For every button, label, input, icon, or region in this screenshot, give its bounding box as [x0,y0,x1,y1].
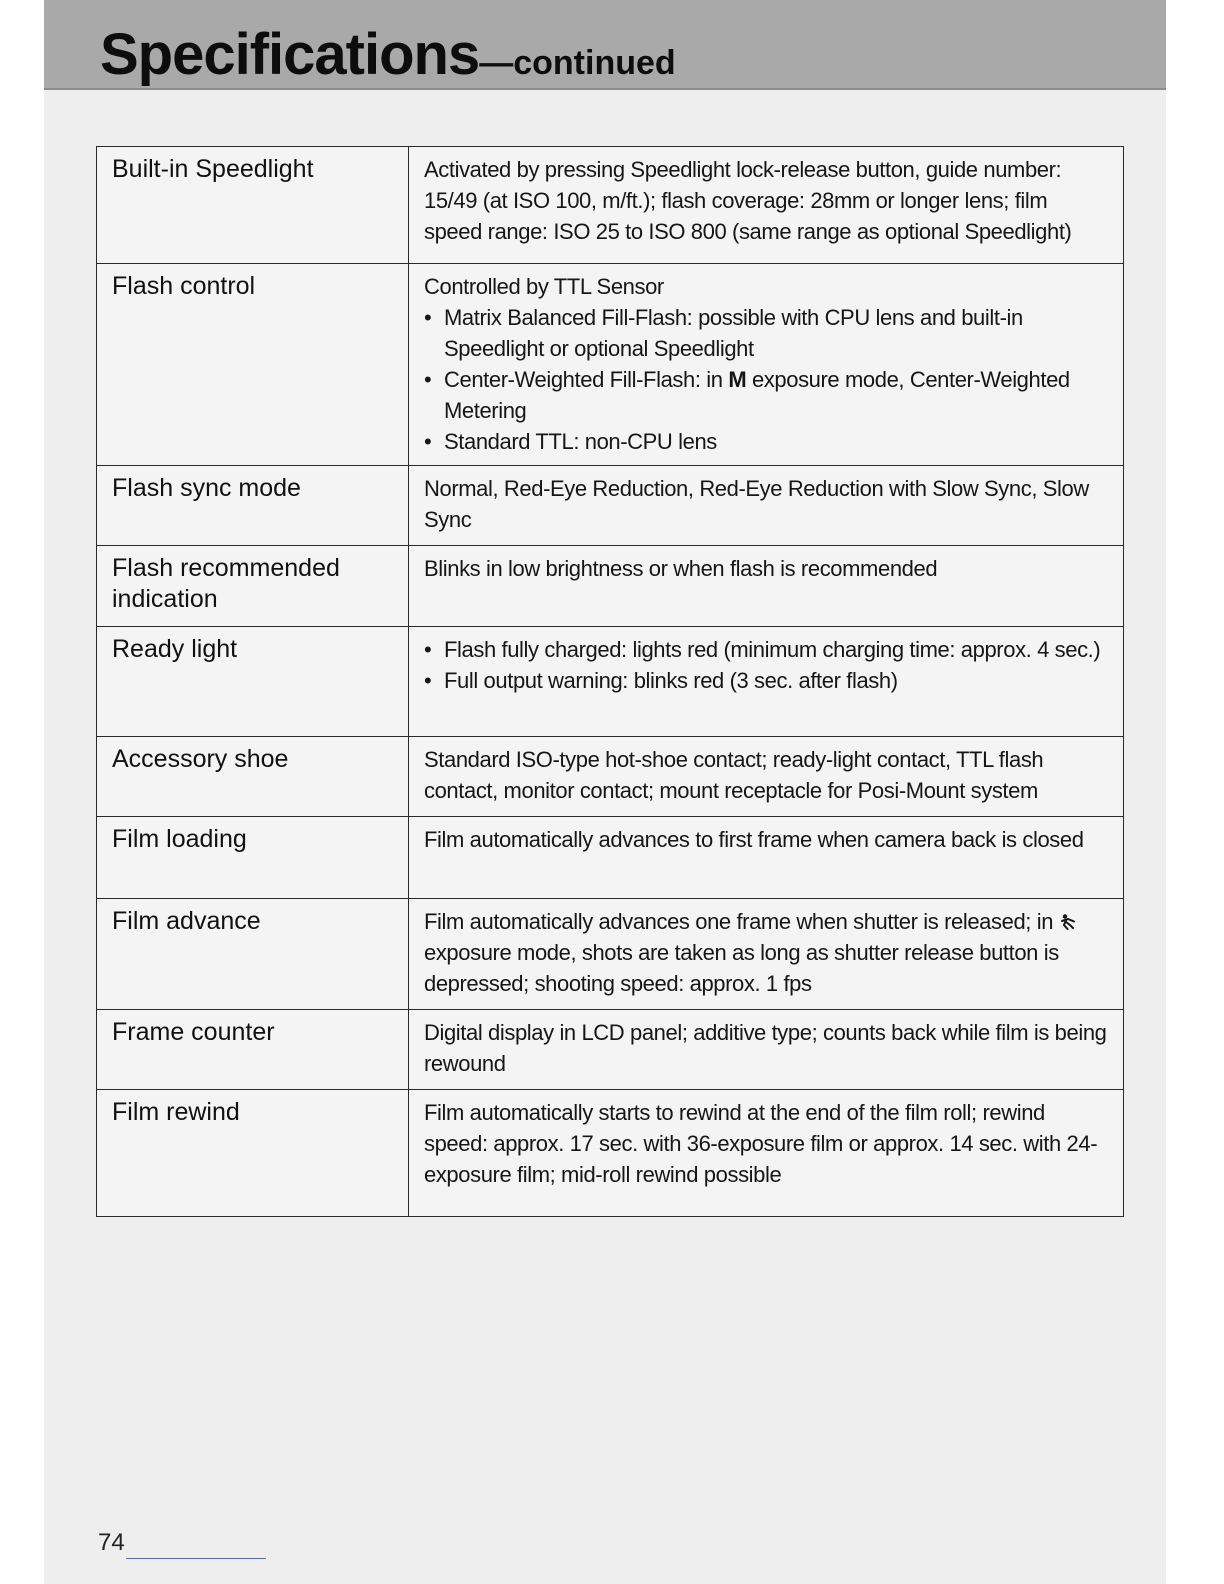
spec-label: Film loading [97,817,409,899]
spec-label: Flash control [97,264,409,466]
spec-text-end: exposure mode, shots are taken as long as shutter release button is depressed; shooting speed: approx. 1 fps [424,940,1059,996]
table-row [97,899,1124,1010]
page-header-band [44,0,1166,90]
bullet-item: • Flash fully charged: lights red (minimum charging time: approx. 4 sec.) [424,634,1109,665]
spec-value: Blinks in low brightness or when flash is recommended [409,546,1124,627]
child-running-mode-icon [1059,913,1077,931]
table-row [97,737,1124,817]
bullet-item: • Standard TTL: non-CPU lens [424,426,1109,457]
table-row [97,817,1124,899]
bullet-text-end: exposure mode, Center-Weighted Metering [444,367,1070,423]
page-title-main: Specifications [100,22,480,87]
spec-label: Ready light [97,627,409,737]
bullet-item: • Full output warning: blinks red (3 sec. after flash) [424,665,1109,696]
spec-label: Flash sync mode [97,466,409,546]
manual-page [44,0,1166,1584]
spec-value-intro: Controlled by TTL Sensor [424,274,664,299]
spec-label: Accessory shoe [97,737,409,817]
bullet-text-start: Center-Weighted Fill-Flash: in [444,367,729,392]
spec-value: Normal, Red-Eye Reduction, Red-Eye Reduction with Slow Sync, Slow Sync [409,466,1124,546]
table-row [97,466,1124,546]
exposure-mode-symbol: M [728,367,747,392]
spec-value: Film automatically starts to rewind at the end of the film roll; rewind speed: approx. 17 sec. with 36-exposure film or approx. 14 sec. with 24-exposure film; mid-roll rewind possible [409,1090,1124,1217]
spec-label: Built-in Speedlight [97,147,409,264]
table-row [97,147,1124,264]
page-number: 74 [98,1529,125,1556]
page-title [100,22,676,96]
spec-value [409,264,1124,466]
spec-value [409,899,1124,1010]
spec-label: Film rewind [97,1090,409,1217]
spec-label: Flash recommended indication [97,546,409,627]
spec-value [409,627,1124,737]
table-row [97,1090,1124,1217]
bullet-item: • Matrix Balanced Fill-Flash: possible with CPU lens and built-in Speedlight or optional Speedlight [424,302,1109,364]
spec-value: Standard ISO-type hot-shoe contact; ready-light contact, TTL flash contact, monitor contact; mount receptacle for Posi-Mount system [409,737,1124,817]
table-row [97,1010,1124,1090]
table-row [97,546,1124,627]
spec-text-start: Film automatically advances one frame when shutter is released; in [424,909,1059,934]
spec-label: Film advance [97,899,409,1010]
spec-value: Film automatically advances to first frame when camera back is closed [409,817,1124,899]
specifications-table [96,146,1124,1217]
bullet-item [424,364,1109,426]
spec-label: Frame counter [97,1010,409,1090]
spec-value: Digital display in LCD panel; additive type; counts back while film is being rewound [409,1010,1124,1090]
page-title-suffix: —continued [479,44,676,82]
footer-rule [126,1558,266,1559]
table-row [97,627,1124,737]
table-row [97,264,1124,466]
spec-value: Activated by pressing Speedlight lock-release button, guide number: 15/49 (at ISO 100, m/ft.); flash coverage: 28mm or longer lens; film speed range: ISO 25 to ISO 800 (same range as optional Speedlight) [409,147,1124,264]
